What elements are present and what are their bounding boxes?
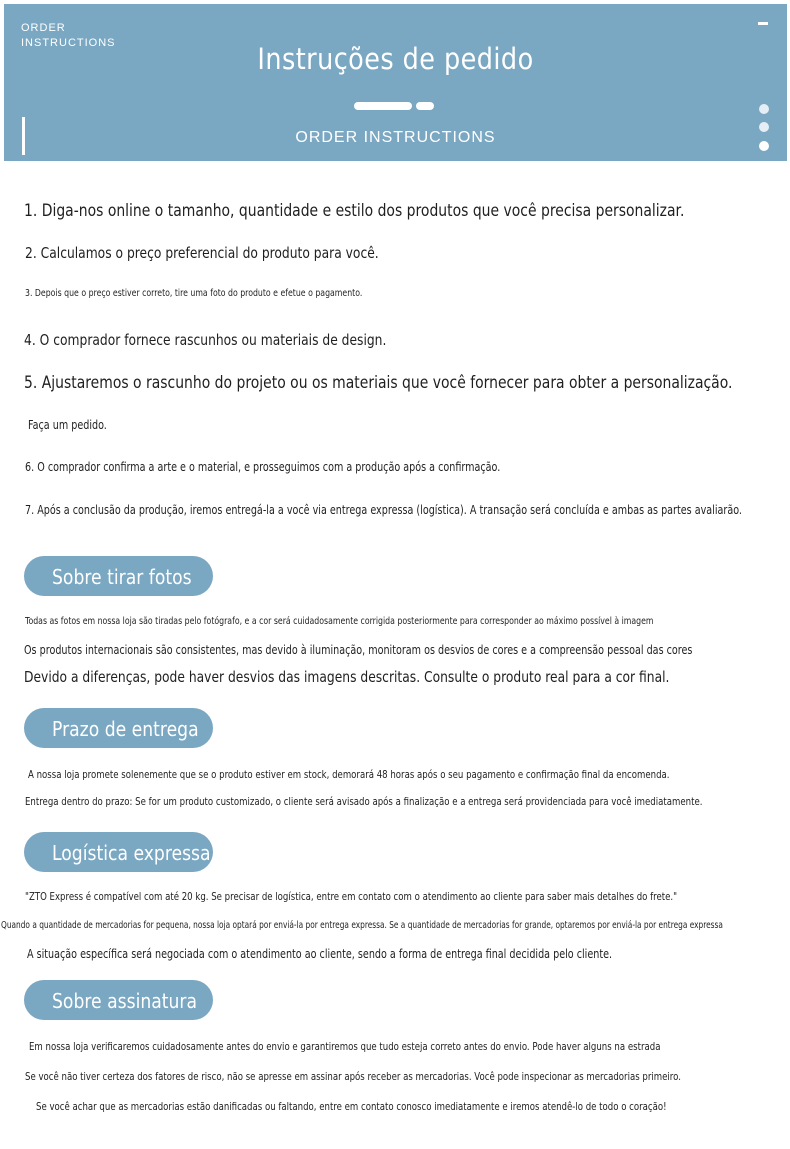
page-title: Instruções de pedido [257,42,534,76]
banner-caption-line-1: ORDER [21,22,66,34]
carousel-dot-2 [759,122,769,132]
signing-line-1: Em nossa loja verificaremos cuidadosamente antes do envio e garantiremos que tudo esteja correto antes do envio. Pode haver alguns na estrada [29,1040,661,1053]
step-2: 2. Calculamos o preço preferencial do produto para você. [25,244,379,262]
step-5: 5. Ajustaremos o rascunho do projeto ou os materiais que você fornecer para obter a personalização. [24,373,733,393]
section-header-signing [24,980,213,1020]
section-title-signing: Sobre assinatura [52,989,198,1013]
section-title-delivery-time: Prazo de entrega [52,717,199,741]
step-1: 1. Diga-nos online o tamanho, quantidade e estilo dos produtos que você precisa personalizar. [24,201,685,221]
header-banner [4,4,787,161]
banner-subtitle: ORDER INSTRUCTIONS [295,129,496,146]
decor-bar-short [416,102,434,110]
section-title-photos: Sobre tirar fotos [52,565,192,589]
logistics-line-1: "ZTO Express é compatível com até 20 kg. Se precisar de logística, entre em contato com o atendimento ao cliente para saber mais detalhes do frete." [25,890,678,903]
signing-line-2: Se você não tiver certeza dos fatores de risco, não se apresse em assinar após receber as mercadorias. Você pode inspecionar as mercadorias primeiro. [25,1070,681,1083]
banner-caption-line-2: INSTRUCTIONS [21,37,116,49]
photos-line-3: Devido a diferenças, pode haver desvios das imagens descritas. Consulte o produto real para a cor final. [24,668,670,686]
decor-dash [758,22,768,25]
section-title-logistics: Logística expressa [52,841,211,865]
photos-line-2: Os produtos internacionais são consistentes, mas devido à iluminação, monitoram os desvios de cores e a compreensão pessoal das cores [24,643,693,657]
logistics-line-2: Quando a quantidade de mercadorias for pequena, nossa loja optará por enviá-la por entrega expressa. Se a quantidade de mercadorias for grande, optaremos por enviá-la por entrega expressa [1,920,723,931]
step-7: 7. Após a conclusão da produção, iremos entregá-la a você via entrega expressa (logística). A transação será concluída e ambas as partes avaliarão. [25,503,742,517]
delivery-line-2: Entrega dentro do prazo: Se for um produto customizado, o cliente será avisado após a finalização e a entrega será providenciada para você imediatamente. [25,795,703,808]
step-3: 3. Depois que o preço estiver correto, tire uma foto do produto e efetue o pagamento. [25,288,363,299]
carousel-dot-1 [759,104,769,114]
decor-bar-long [354,102,412,110]
step-place-order: Faça um pedido. [28,418,107,432]
step-4: 4. O comprador fornece rascunhos ou materiais de design. [24,331,387,349]
section-header-logistics [24,832,213,872]
signing-line-3: Se você achar que as mercadorias estão danificadas ou faltando, entre em contato conosco imediatamente e iremos atendê-lo de todo o coração! [36,1100,667,1113]
step-6: 6. O comprador confirma a arte e o material, e prosseguimos com a produção após a confirmação. [25,460,501,474]
section-header-photos [24,556,213,596]
photos-line-1: Todas as fotos em nossa loja são tiradas pelo fotógrafo, e a cor será cuidadosamente corrigida posteriormente para corresponder ao máximo possível à imagem [25,616,654,627]
carousel-dot-3 [759,141,769,151]
delivery-line-1: A nossa loja promete solenemente que se o produto estiver em stock, demorará 48 horas após o seu pagamento e confirmação final da encomenda. [28,768,670,781]
section-header-delivery-time [24,708,213,748]
logistics-line-3: A situação específica será negociada com o atendimento ao cliente, sendo a forma de entrega final decidida pelo cliente. [27,947,613,961]
